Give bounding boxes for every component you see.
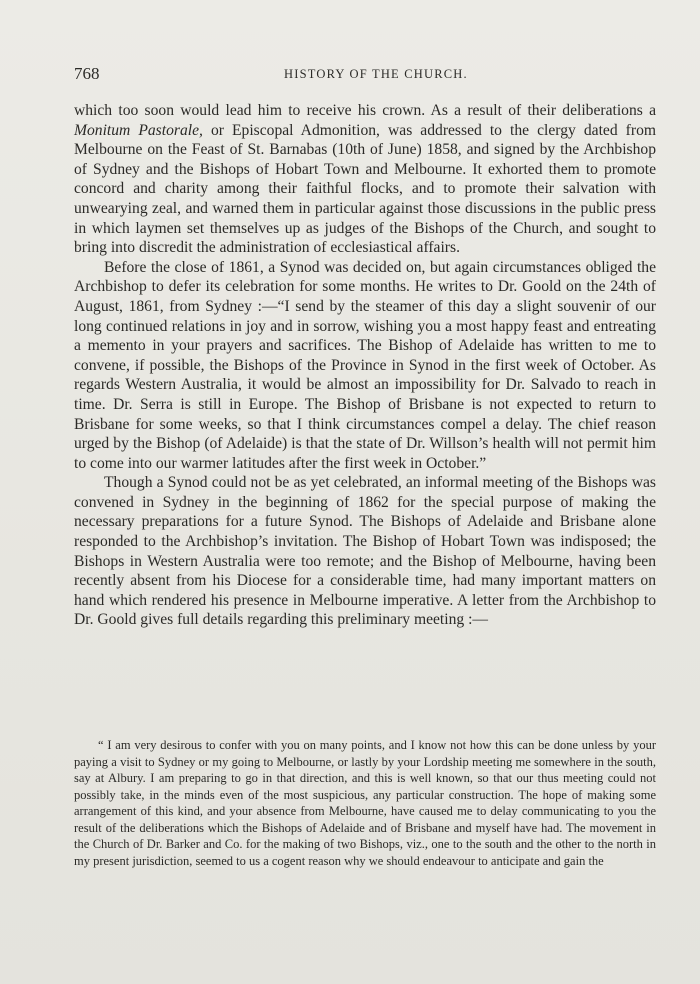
letter-quote bbox=[74, 737, 656, 869]
paragraph-synod-1861: Before the close of 1861, a Synod was decided on, but again circumstances obliged the Archbishop to defer its celebration for some months. He writes to Dr. Goold on the 24th of August, 1861, from Sydney :—“I send by the steamer of this day a slight souvenir of our long continued relations in joy and in sorrow, wishing you a most happy feast and entreating a memento in your prayers and sacrifices. The Bishop of Adelaide has written to me to convene, if possible, the Bishops of the Province in Synod in the first week of October. As regards Western Australia, it would be almost an impossibility for Dr. Salvado to reach in time. Dr. Serra is still in Europe. The Bishop of Brisbane is not expected to return to Brisbane for some weeks, so that I think circumstances compel a delay. The chief reason urged by the Bishop (of Adelaide) is that the state of Dr. Willson’s health will not permit him to come into our warmer latitudes after the first week in October.” bbox=[74, 258, 656, 472]
monitum-pastorale-italic: Monitum Pastorale, bbox=[74, 121, 203, 139]
paragraph-1-rest: or Episcopal Admonition, was addressed to the clergy dated from Melbourne on the Feast of St. Barnabas (10th of June) 1858, and signed by the Archbishop of Sydney and the Bishops of Hobart Town and Melbourne. It exhorted them to promote concord and charity among their faithful flocks, and to promote their salvation with unwearying zeal, and warned them in particular against those discussions in the public press in which laymen set themselves up as judges of the Bishops of the Church, and sought to bring into discredit the administration of ecclesiastical affairs. bbox=[74, 121, 656, 257]
running-head: HISTORY OF THE CHURCH. bbox=[284, 67, 468, 81]
paragraph-1-lead: which too soon would lead him to receive his crown. As a result of their deliberations a bbox=[74, 102, 656, 119]
paragraph-continuation bbox=[74, 101, 656, 258]
page-number: 768 bbox=[74, 64, 100, 83]
paragraph-informal-meeting: Though a Synod could not be as yet celebrated, an informal meeting of the Bishops was convened in Sydney in the beginning of 1862 for the special purpose of making the necessary preparations for a future Synod. The Bishops of Adelaide and Brisbane alone responded to the Archbishop’s invitation. The Bishop of Hobart Town was indisposed; the Bishops in Western Australia were too remote; and the Bishop of Melbourne, having been recently absent from his Diocese for a considerable time, had many important matters on hand which rendered his presence in Melbourne imperative. A letter from the Archbishop to Dr. Goold gives full details regarding this preliminary meeting :— bbox=[74, 474, 656, 629]
quote-text: “ I am very desirous to confer with you on many points, and I know not how this can be done unless by your paying a visit to Sydney or my going to Melbourne, or lastly by your Lordship meeting me somewhere in the south, say at Albury. I am preparing to go in that direction, and this is well known, so that our thus meeting could not possibly take, in the minds even of the most suspicious, any particular construction. The hope of making some arrangement of this kind, and your absence from Melbourne, have caused me to delay communicating to you the result of the deliberations which the Bishops of Adelaide and of Brisbane and myself have had. The movement in the Church of Dr. Barker and Co. for the making of two Bishops, viz., one to the south and the other to the north in my present jurisdiction, seemed to us a cogent reason why we should endeavour to anticipate and gain the bbox=[74, 738, 656, 868]
main-text bbox=[74, 101, 656, 630]
page-header bbox=[74, 64, 656, 86]
